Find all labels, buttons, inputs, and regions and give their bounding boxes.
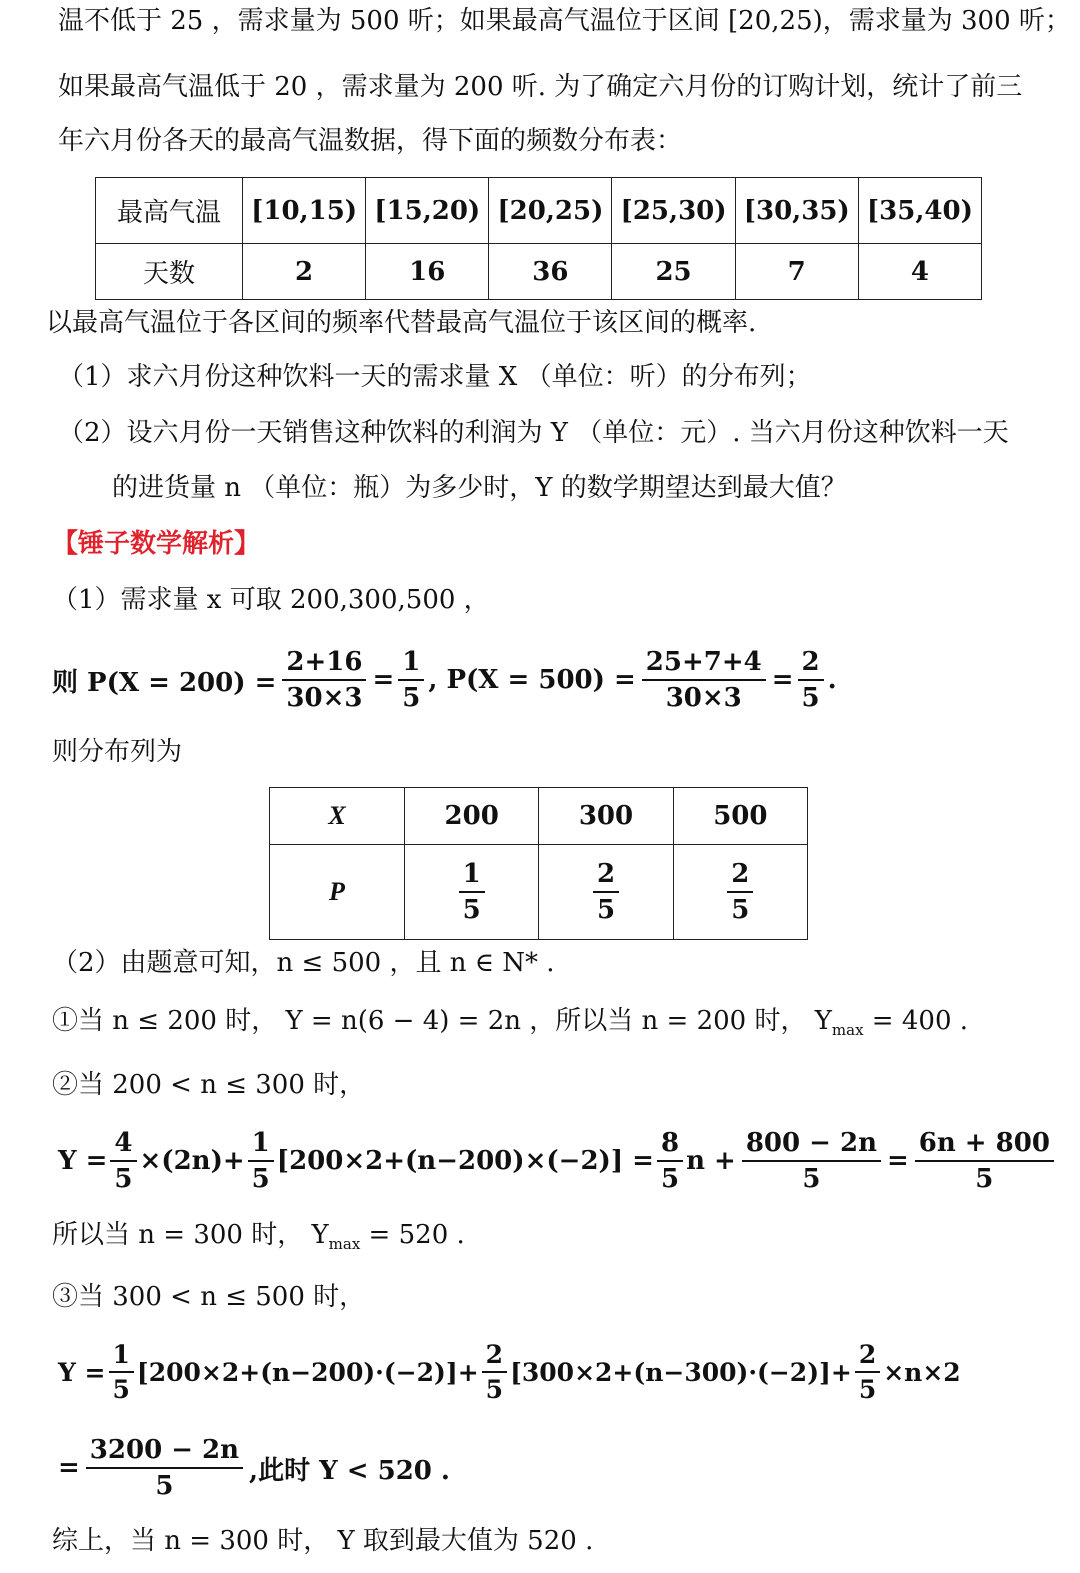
case-3-equation-2: = $\frac{3200 - 2n}{5}$ ,此时 Y < 520 .: [58, 1435, 450, 1501]
conclusion: 综上，当 n = 300 时， Y 取到最大值为 520 .: [52, 1526, 594, 1556]
probability-equation: [52, 645, 837, 715]
p200-fraction: $\frac{2+16}{30\times 3}$: [282, 649, 366, 711]
problem-line-1: 温不低于 25 ，需求量为 500 听；如果最高气温位于区间 [20,25)，需求量为 300 听；: [58, 6, 1071, 36]
interval-cell: [30,35): [735, 178, 858, 244]
distribution-table: [269, 787, 808, 940]
case-2-result: 所以当 n = 300 时， $Y_{max} = 520$ .: [52, 1220, 465, 1254]
dist-prob-cell: $\frac{1}{5}$: [405, 845, 539, 940]
interval-cell: [20,25): [489, 178, 612, 244]
equals-sign: =: [771, 665, 794, 695]
days-cell: 7: [735, 244, 858, 300]
interval-cell: [15,20): [366, 178, 489, 244]
problem-line-3: 年六月份各天的最高气温数据，得下面的频数分布表：: [58, 126, 683, 156]
solution-part-1: （1）需求量 x 可取 200,300,500 ，: [52, 585, 490, 615]
equals-sign: =: [372, 665, 395, 695]
max-subscript: max: [831, 1021, 864, 1040]
dist-x-label: X: [270, 788, 405, 845]
days-cell: 2: [243, 244, 366, 300]
days-cell: 36: [489, 244, 612, 300]
p500-prefix: , P(X = 500) =: [428, 665, 636, 695]
interval-cell: [35,40): [858, 178, 981, 244]
p500-result: $\frac{2}{5}$: [798, 649, 824, 711]
table-header-label: 最高气温: [96, 178, 243, 244]
days-cell: 4: [858, 244, 981, 300]
frequency-table: [95, 177, 982, 300]
dist-value-cell: 500: [673, 788, 807, 845]
case-3: ③当 300 < n ≤ 500 时，: [52, 1282, 366, 1312]
period: .: [827, 665, 837, 695]
interval-cell: [10,15): [243, 178, 366, 244]
dist-prob-cell: $\frac{2}{5}$: [539, 845, 673, 940]
dist-value-cell: 300: [539, 788, 673, 845]
dist-prob-cell: $\frac{2}{5}$: [673, 845, 807, 940]
problem-line-2: 如果最高气温低于 20 ，需求量为 200 听. 为了确定六月份的订购计划，统计了前三: [58, 72, 1023, 102]
question-2b: 的进货量 n （单位：瓶）为多少时，Y 的数学期望达到最大值？: [112, 473, 847, 503]
p200-prefix: 则 P(X = 200) =: [52, 667, 277, 698]
case-2-equation: Y = $\frac{4}{5}$ ×(2n)+ $\frac{1}{5}$ [200×2+(n−200)×(−2)] = $\frac{8}{5}$ n + $\frac{800 - 2n}{5}$ = $\frac{6n + 800}{5}$: [58, 1125, 1060, 1197]
case-2: ②当 200 < n ≤ 300 时，: [52, 1070, 366, 1100]
case-3-equation: Y = $\frac{1}{5}$ [200×2+(n−200)·(−2)]+ $\frac{2}{5}$ [300×2+(n−300)·(−2)]+ $\frac{2}{5}$ ×n×2: [58, 1340, 961, 1404]
question-1: （1）求六月份这种饮料一天的需求量 X （单位：听）的分布列；: [58, 362, 812, 392]
problem-line-4: 以最高气温位于各区间的频率代替最高气温位于该区间的概率.: [46, 308, 757, 338]
table-row-label: 天数: [96, 244, 243, 300]
days-cell: 25: [612, 244, 735, 300]
p200-result: $\frac{1}{5}$: [398, 649, 424, 711]
solution-header: 【锤子数学解析】: [52, 529, 261, 559]
case-1: ①当 n ≤ 200 时， Y = n(6 − 4) = 2n ，所以当 n = 200 时， $Y_{max} = 400$ .: [52, 1006, 969, 1040]
question-2a: （2）设六月份一天销售这种饮料的利润为 Y （单位：元）. 当六月份这种饮料一天: [58, 418, 1009, 448]
dist-p-label: P: [270, 845, 405, 940]
p500-fraction: $\frac{25+7+4}{30\times 3}$: [642, 649, 766, 711]
solution-part-2: （2）由题意可知，n ≤ 500 ，且 n ∈ N* .: [52, 948, 555, 978]
distribution-intro: 则分布列为: [52, 737, 183, 767]
days-cell: 16: [366, 244, 489, 300]
interval-cell: [25,30): [612, 178, 735, 244]
dist-value-cell: 200: [405, 788, 539, 845]
max-subscript: max: [328, 1235, 361, 1254]
